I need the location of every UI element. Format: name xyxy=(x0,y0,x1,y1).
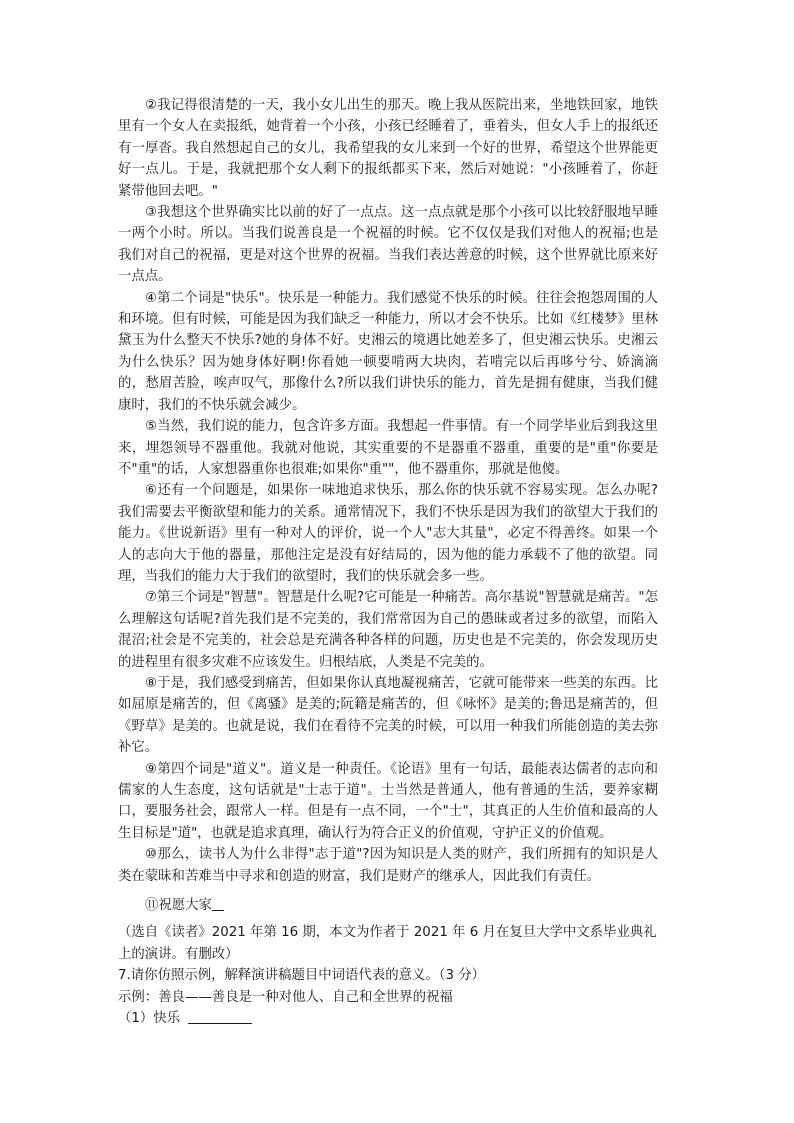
source-note: （选自《读者》2021 年第 16 期，本文为作者于 2021 年 6 月在复旦大学中文系毕业典礼上的演讲。有删改） xyxy=(118,925,657,962)
paragraph-10: ⑩那么，读书人为什么非得"志于道"?因为知识是人类的财产，我们所拥有的知识是人类在蒙昧和苦难当中寻求和创造的财富，我们是财产的继承人，因此我们有责任。 xyxy=(118,847,658,884)
paragraph-6: ⑥还有一个问题是，如果你一味地追求快乐，那么你的快乐就不容易实现。怎么办呢?我们需要去平衡欲望和能力的关系。通常情况下，我们不快乐是因为我们的欲望大于我们的能力。《世说新语》里有一种对人的评价，说一个人"志大其量"，必定不得善终。如果一个人的志向大于他的器量，那他注定是没有好结局的，因为他的能力承载不了他的欲望。同理，当我们的能力大于我们的欲望时，我们的快乐就会多一些。 xyxy=(118,483,658,584)
paragraph-11 xyxy=(118,895,658,916)
paragraph-8: ⑧于是，我们感受到痛苦，但如果你认真地凝视痛苦，它就可能带来一些美的东西。比如屈原是痛苦的，但《离骚》是美的;阮籍是痛苦的，但《咏怀》是美的;鲁迅是痛苦的，但《野草》是美的。也就是说，我们在看待不完美的时候，可以用一种我们所能创造的美去弥补它。 xyxy=(118,675,658,756)
paragraph-3: ③我想这个世界确实比以前的好了一点点。这一点点就是那个小孩可以比较舒服地早睡一两个小时。所以。当我们说善良是一个祝福的时候。它不仅仅是我们对他人的祝福;也是我们对自己的祝福，更是对这个世界的祝福。当我们表达善意的时候，这个世界就比原来好一点点。 xyxy=(118,205,658,285)
paragraph-2: ②我记得很清楚的一天，我小女儿出生的那天。晚上我从医院出来，坐地铁回家，地铁里有一个女人在卖报纸，她背着一个小孩，小孩已经睡着了，垂着头，但女人手上的报纸还有一厚沓。我自然想起自己的女儿，我希望我的女儿来到一个好的世界，希望这个世界能更好一点儿。于是，我就把那个女人剩下的报纸都买下来，然后对她说："小孩睡着了，你赶紧带他回去吧。" xyxy=(118,98,658,199)
question-item-1 xyxy=(118,1008,658,1029)
paragraph-7: ⑦第三个词是"智慧"。智慧是什么呢?它可能是一种痛苦。高尔基说"智慧就是痛苦。"怎么理解这句话呢?首先我们是不完美的，我们常常因为自己的愚昧或者过多的欲望，而陷入混沼;社会是不完美的，社会总是充满各种各样的问题，历史也是不完美的，你会发现历史的进程里有很多灾难不应该发生。归根结底，人类是不完美的。 xyxy=(118,590,658,670)
answer-blank-1[interactable] xyxy=(188,1011,252,1024)
document-page xyxy=(118,95,658,1029)
paragraph-4: ④第二个词是"快乐"。快乐是一种能力。我们感觉不快乐的时候。往往会抱怨周围的人和环境。但有时候，可能是因为我们缺乏一种能力，所以才会不快乐。比如《红楼梦》里林黛玉为什么整天不快乐?她的身体不好。史湘云的境遇比她差多了，但史湘云快乐。史湘云为什么快乐？因为她身体好啊!你看她一顿要啃两大块肉，若啃完以后再哆兮兮、娇滴滴的，愁眉苦脸，唉声叹气，那像什么?所以我们讲快乐的能力，首先是拥有健康，当我们健康时，我们的不快乐就会减少。 xyxy=(118,290,658,413)
question-prompt: 7.请你仿照示例，解释演讲稿题目中词语代表的意义。（3 分） xyxy=(118,968,486,984)
paragraph-9: ⑨第四个词是"道义"。道义是一种责任。《论语》里有一句话，最能表达儒者的志向和儒家的人生态度，这句话就是"士志于道"。士当然是普通人，他有普通的生活，要养家糊口，要服务社会，跟常人一样。但是有一点不同，一个"士"，其真正的人生价值和最高的人生目标是"道"，也就是追求真理，确认行为符合正义的价值观，守护正义的价值观。 xyxy=(118,761,658,841)
paragraph-5: ⑤当然，我们说的能力，包含许多方面。我想起一件事情。有一个同学毕业后到我这里来，埋怨领导不器重他。我就对他说，其实重要的不是器重不器重，重要的是"重"你要是不"重"的话，人家想器重你也很难;如果你"重""，他不器重你，那就是他傻。 xyxy=(118,419,658,477)
question-item-1-label: （1）快乐 xyxy=(118,1011,181,1027)
blessing-text: ⑪祝愿大家 xyxy=(145,898,212,914)
blessing-blank[interactable] xyxy=(212,898,224,911)
question-example: 示例：善良——善良是一种对他人、自己和全世界的祝福 xyxy=(118,989,453,1005)
